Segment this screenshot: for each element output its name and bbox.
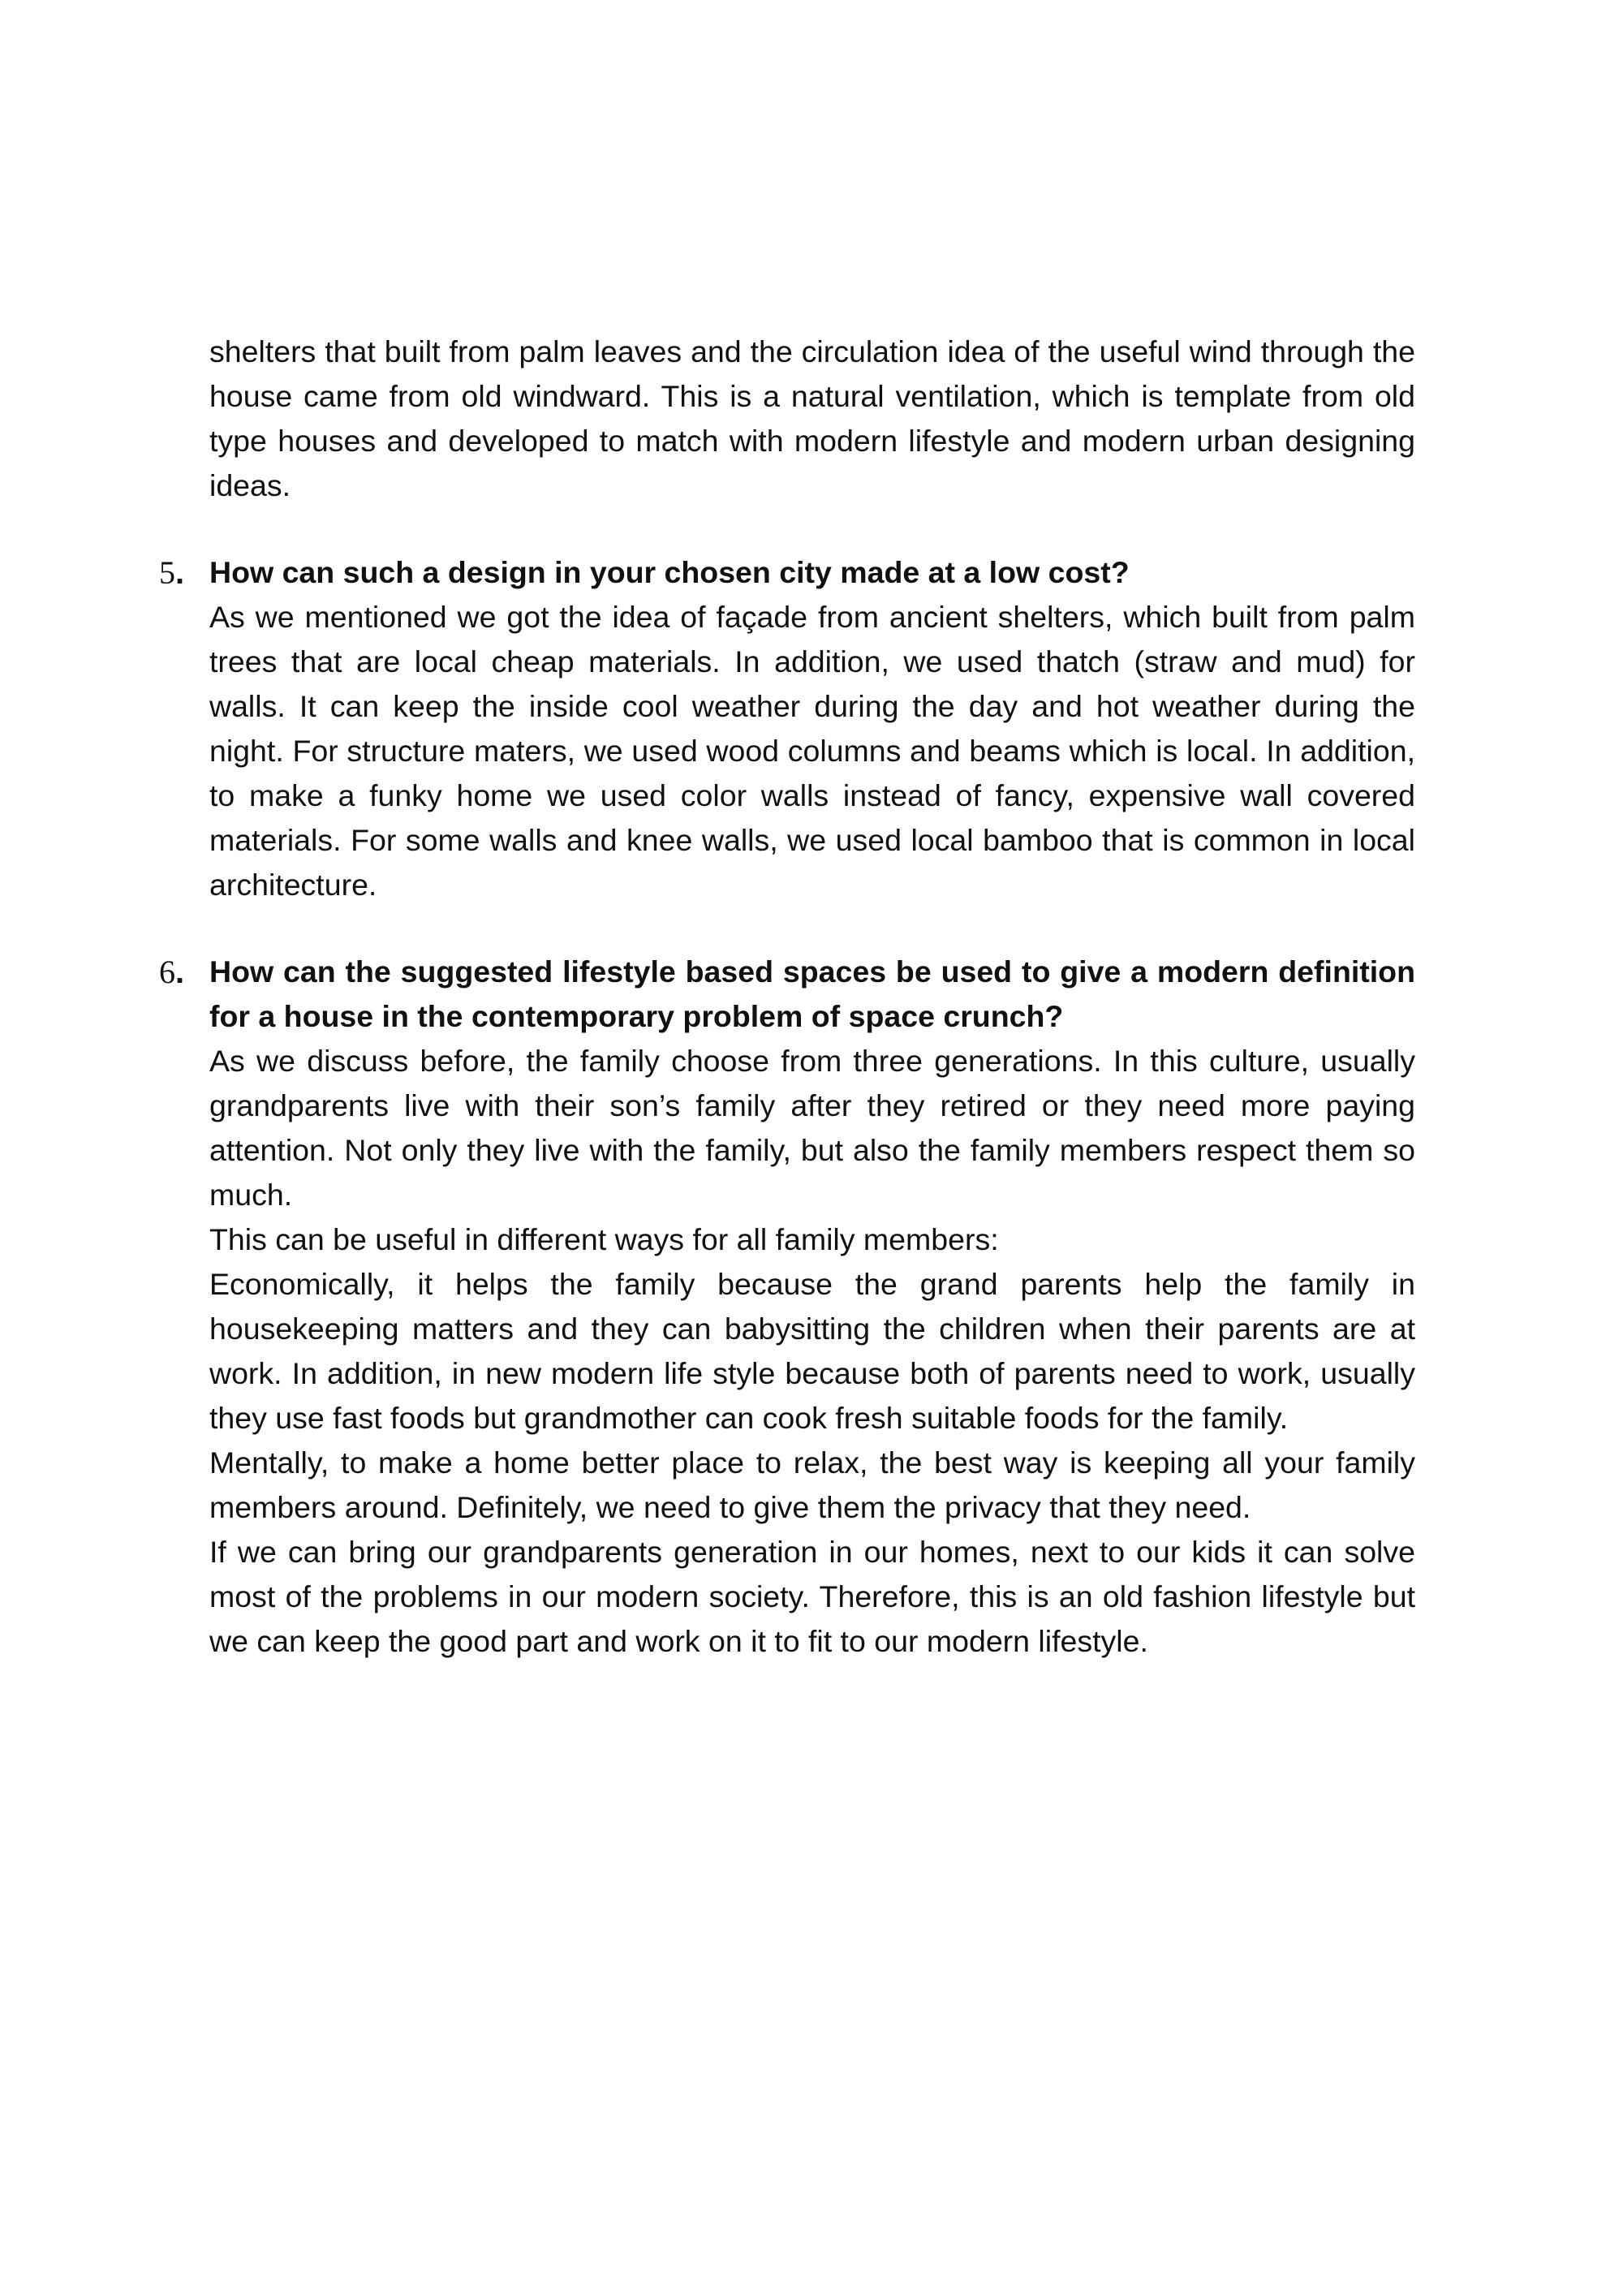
section-gap	[209, 508, 1415, 550]
question-heading: How can such a design in your chosen city made at a low cost?	[209, 555, 1130, 589]
intro-paragraph: shelters that built from palm leaves and the circulation idea of the useful wind through the house came from old windward. This is a natural ventilation, which is template from old type houses and developed to match with modern lifestyle and modern urban designing ideas.	[209, 334, 1415, 502]
question-heading: How can the suggested lifestyle based spaces be used to give a modern definition for a house in the contemporary problem of space crunch?	[209, 954, 1415, 1033]
section-gap	[209, 907, 1415, 950]
document-body	[159, 330, 1415, 1664]
question-number: 5.	[159, 554, 185, 591]
answer-paragraph: If we can bring our grandparents generation in our homes, next to our kids it can solve most of the problems in our modern society. Therefore, this is an old fashion lifestyle but we can keep the good part and work on it to fit to our modern lifestyle.	[209, 1535, 1415, 1658]
answer-paragraph: As we mentioned we got the idea of façade from ancient shelters, which built from palm trees that are local cheap materials. In addition, we used thatch (straw and mud) for walls. It can keep the inside cool weather during the day and hot weather during the night. For structure maters, we used wood columns and beams which is local. In addition, to make a funky home we used color walls instead of fancy, expensive wall covered materials. For some walls and knee walls, we used local bamboo that is common in local architecture.	[209, 600, 1415, 902]
answer-paragraph: Economically, it helps the family because the grand parents help the family in housekeeping matters and they can babysitting the children when their parents are at work. In addition, in new modern life style because both of parents need to work, usually they use fast foods but grandmother can cook fresh suitable foods for the family.	[209, 1267, 1415, 1435]
question-5	[159, 550, 1415, 907]
answer-paragraph: This can be useful in different ways for all family members:	[209, 1222, 999, 1256]
answer-paragraph: Mentally, to make a home better place to relax, the best way is keeping all your family members around. Definitely, we need to give them the privacy that they need.	[209, 1445, 1415, 1524]
question-number: 6.	[159, 954, 185, 990]
answer-paragraph: As we discuss before, the family choose from three generations. In this culture, usually grandparents live with their son’s family after they retired or they need more paying attention. Not only they live with the family, but also the family members respect them so much.	[209, 1044, 1415, 1212]
question-6	[159, 950, 1415, 1664]
